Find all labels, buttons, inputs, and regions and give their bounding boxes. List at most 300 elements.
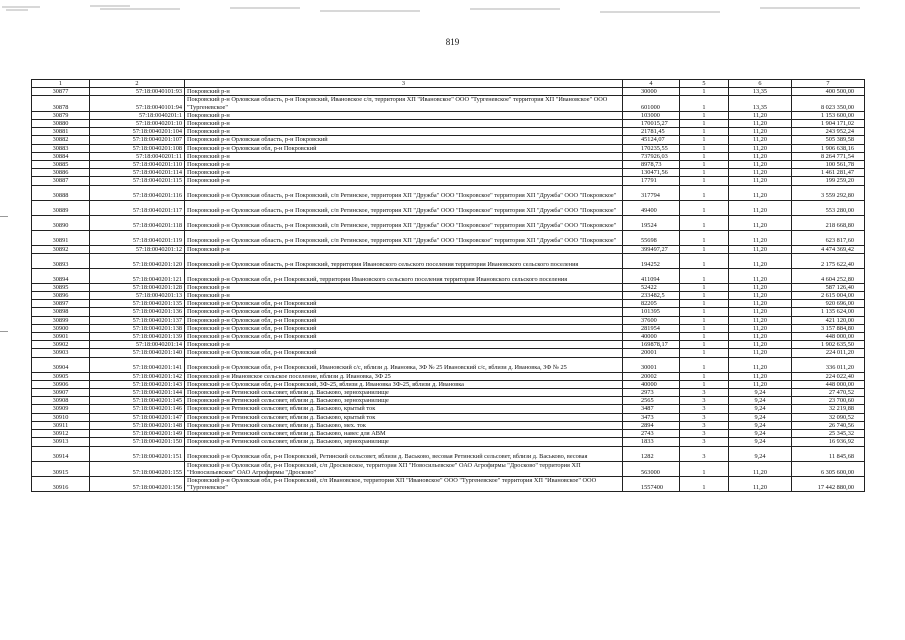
address-cell: Покровский р-н Орловская область, р-н Покровский, с/п Ретинское, территория ХП "Дружба" ООО "Покровское" территория ХП "Дружба" ООО "Покровское" <box>185 200 623 215</box>
cadastral-number-cell: 57:18:0040201:138 <box>90 324 185 332</box>
row-number-cell: 30907 <box>32 389 90 397</box>
cadastral-value-cell: 1 135 624,00 <box>792 308 865 316</box>
rate-cell: 11,20 <box>729 253 792 268</box>
area-cell: 30001 <box>623 357 680 372</box>
row-number-cell: 30881 <box>32 128 90 136</box>
row-number-cell: 30878 <box>32 96 90 111</box>
cadastral-value-cell: 4 604 252,80 <box>792 268 865 283</box>
page-number: 819 <box>445 37 460 47</box>
rate-cell: 13,35 <box>729 96 792 111</box>
address-cell: Покровский р-н Ретинский сельсовет, вблизи д. Васьково, зернохранилище <box>185 397 623 405</box>
table-row <box>32 185 865 200</box>
cadastral-value-cell: 26 740,56 <box>792 421 865 429</box>
rate-cell: 11,20 <box>729 177 792 185</box>
row-number-cell: 30901 <box>32 333 90 341</box>
category-cell: 1 <box>680 357 729 372</box>
row-number-cell: 30889 <box>32 200 90 215</box>
cadastral-value-cell: 243 952,24 <box>792 128 865 136</box>
cadastral-value-cell: 448 000,00 <box>792 333 865 341</box>
address-cell: Покровский р-н Ивановское сельское поселение, вблизи д. Ивановка, ЗФ 25 <box>185 372 623 380</box>
cadastral-value-cell: 505 389,58 <box>792 136 865 144</box>
table-row <box>32 161 865 169</box>
category-cell: 3 <box>680 438 729 446</box>
category-cell: 1 <box>680 200 729 215</box>
address-cell: Покровский р-н Орловская обл, р-н Покровский <box>185 333 623 341</box>
area-cell: 2973 <box>623 389 680 397</box>
row-number-cell: 30916 <box>32 476 90 491</box>
category-cell: 1 <box>680 96 729 111</box>
area-cell: 49400 <box>623 200 680 215</box>
category-cell: 1 <box>680 177 729 185</box>
cadastral-number-cell: 57:18:0040101:93 <box>90 88 185 96</box>
rate-cell: 11,20 <box>729 357 792 372</box>
cadastral-value-cell: 100 561,78 <box>792 161 865 169</box>
category-cell: 1 <box>680 245 729 253</box>
category-cell: 3 <box>680 397 729 405</box>
rate-cell: 9,24 <box>729 413 792 421</box>
address-cell: Покровский р-н Орловская обл, р-н Покровский, ЗФ-25, вблизи д. Ивановка ЗФ-25, вблизи д. Ивановка <box>185 380 623 388</box>
address-cell: Покровский р-н Орловская обл, р-н Покровский, с/п Дросковское, территория ХП "Новосильевское" ОАО Агрофирмы "Дросково" территория ХП "Новосильевское" ОАО Агрофирмы "Дросково" <box>185 461 623 476</box>
table-row <box>32 144 865 152</box>
row-number-cell: 30903 <box>32 349 90 357</box>
address-cell: Покровский р-н <box>185 341 623 349</box>
address-cell: Покровский р-н Ретинский сельсовет, вблизи д. Васьково, крытый ток <box>185 413 623 421</box>
row-number-cell: 30909 <box>32 405 90 413</box>
category-cell: 3 <box>680 430 729 438</box>
table-row <box>32 357 865 372</box>
cadastral-value-cell: 421 120,00 <box>792 316 865 324</box>
rate-cell: 11,20 <box>729 136 792 144</box>
address-cell: Покровский р-н <box>185 111 623 119</box>
table-row <box>32 372 865 380</box>
category-cell: 1 <box>680 283 729 291</box>
area-cell: 3487 <box>623 405 680 413</box>
category-cell: 1 <box>680 324 729 332</box>
area-cell: 37600 <box>623 316 680 324</box>
rate-cell: 11,20 <box>729 461 792 476</box>
rate-cell: 11,20 <box>729 268 792 283</box>
table-row <box>32 405 865 413</box>
rate-cell: 9,24 <box>729 438 792 446</box>
category-cell: 1 <box>680 88 729 96</box>
category-cell: 3 <box>680 405 729 413</box>
row-number-cell: 30902 <box>32 341 90 349</box>
cadastral-value-cell: 27 470,52 <box>792 389 865 397</box>
address-cell: Покровский р-н <box>185 245 623 253</box>
table-row <box>32 413 865 421</box>
table-row <box>32 200 865 215</box>
category-cell: 1 <box>680 300 729 308</box>
rate-cell: 11,20 <box>729 324 792 332</box>
row-number-cell: 30885 <box>32 161 90 169</box>
rate-cell: 9,24 <box>729 430 792 438</box>
table-row <box>32 397 865 405</box>
rate-cell: 11,20 <box>729 380 792 388</box>
address-cell: Покровский р-н Орловская обл, р-н Покровский <box>185 300 623 308</box>
cadastral-value-cell: 336 011,20 <box>792 357 865 372</box>
cadastral-number-cell: 57:18:0040201:14 <box>90 341 185 349</box>
row-number-cell: 30892 <box>32 245 90 253</box>
address-cell: Покровский р-н Орловская область, р-н Покровский, территория Ивановского сельского поселения территория Ивановского сельского поселения <box>185 253 623 268</box>
address-cell: Покровский р-н <box>185 177 623 185</box>
address-cell: Покровский р-н Орловская обл, р-н Покровский, Ивановский с/с, вблизи д. Ивановка, ЗФ № 25 Ивановский с/с, вблизи д. Ивановка, ЗФ № 25 <box>185 357 623 372</box>
table-row <box>32 111 865 119</box>
cadastral-value-cell: 17 442 880,00 <box>792 476 865 491</box>
table-row <box>32 389 865 397</box>
area-cell: 601000 <box>623 96 680 111</box>
rate-cell: 11,20 <box>729 476 792 491</box>
rate-cell: 11,20 <box>729 120 792 128</box>
category-cell: 1 <box>680 349 729 357</box>
table-row <box>32 96 865 111</box>
table-row <box>32 333 865 341</box>
table-row <box>32 316 865 324</box>
row-number-cell: 30914 <box>32 446 90 461</box>
category-cell: 1 <box>680 461 729 476</box>
address-cell: Покровский р-н Орловская область, р-н Покровский, с/п Ретинское, территория ХП "Дружба" ООО "Покровское" территория ХП "Дружба" ООО "Покровское" <box>185 185 623 200</box>
cadastral-number-cell: 57:18:0040201:114 <box>90 169 185 177</box>
address-cell: Покровский р-н Орловская обл, р-н Покровский <box>185 316 623 324</box>
row-number-cell: 30891 <box>32 230 90 245</box>
cadastral-value-cell: 199 259,20 <box>792 177 865 185</box>
row-number-cell: 30890 <box>32 215 90 230</box>
header-cell: 2 <box>90 80 185 88</box>
table-header-row <box>32 80 865 88</box>
cadastral-value-cell: 3 157 884,80 <box>792 324 865 332</box>
category-cell: 1 <box>680 152 729 160</box>
row-number-cell: 30904 <box>32 357 90 372</box>
category-cell: 1 <box>680 372 729 380</box>
category-cell: 1 <box>680 161 729 169</box>
area-cell: 17791 <box>623 177 680 185</box>
cadastral-number-cell: 57:18:0040201:141 <box>90 357 185 372</box>
area-cell: 52422 <box>623 283 680 291</box>
area-cell: 2565 <box>623 397 680 405</box>
row-number-cell: 30906 <box>32 380 90 388</box>
table-row <box>32 421 865 429</box>
cadastral-value-cell: 218 668,80 <box>792 215 865 230</box>
address-cell: Покровский р-н Орловская область, р-н Покровский, Ивановское с/п, территория ХП "Ивановское" ООО "Тургеневское" территория ХП "Ивановское" ООО "Тургеневское" <box>185 96 623 111</box>
address-cell: Покровский р-н Орловская область, р-н Покровский, с/п Ретинское, территория ХП "Дружба" ООО "Покровское" территория ХП "Дружба" ООО "Покровское" <box>185 215 623 230</box>
category-cell: 1 <box>680 476 729 491</box>
area-cell: 101395 <box>623 308 680 316</box>
cadastral-number-cell: 57:18:0040201:107 <box>90 136 185 144</box>
rate-cell: 11,20 <box>729 308 792 316</box>
land-registry-table <box>31 79 865 492</box>
category-cell: 1 <box>680 185 729 200</box>
address-cell: Покровский р-н Ретинский сельсовет, вблизи д. Васьково, зернохранилище <box>185 438 623 446</box>
category-cell: 1 <box>680 341 729 349</box>
address-cell: Покровский р-н Орловская обл, р-н Покровский <box>185 324 623 332</box>
address-cell: Покровский р-н Ретинский сельсовет, вблизи д. Васьково, навес для АВМ <box>185 430 623 438</box>
cadastral-value-cell: 16 936,92 <box>792 438 865 446</box>
table-row <box>32 245 865 253</box>
cadastral-number-cell: 57:18:0040201:137 <box>90 316 185 324</box>
rate-cell: 11,20 <box>729 144 792 152</box>
category-cell: 1 <box>680 111 729 119</box>
cadastral-number-cell: 57:18:0040101:94 <box>90 96 185 111</box>
table-row <box>32 169 865 177</box>
area-cell: 170235,55 <box>623 144 680 152</box>
cadastral-number-cell: 57:18:0040201:149 <box>90 430 185 438</box>
rate-cell: 11,20 <box>729 333 792 341</box>
row-number-cell: 30905 <box>32 372 90 380</box>
rate-cell: 11,20 <box>729 215 792 230</box>
row-number-cell: 30912 <box>32 430 90 438</box>
table-row <box>32 120 865 128</box>
cadastral-number-cell: 57:18:0040201:13 <box>90 292 185 300</box>
rate-cell: 9,24 <box>729 405 792 413</box>
cadastral-value-cell: 1 904 171,02 <box>792 120 865 128</box>
cadastral-value-cell: 25 345,32 <box>792 430 865 438</box>
row-number-cell: 30915 <box>32 461 90 476</box>
area-cell: 233482,5 <box>623 292 680 300</box>
row-number-cell: 30894 <box>32 268 90 283</box>
row-number-cell: 30910 <box>32 413 90 421</box>
margin-mark <box>0 331 8 332</box>
area-cell: 1557400 <box>623 476 680 491</box>
rate-cell: 9,24 <box>729 397 792 405</box>
table-body <box>32 80 865 492</box>
category-cell: 1 <box>680 253 729 268</box>
area-cell: 170015,27 <box>623 120 680 128</box>
table-row <box>32 300 865 308</box>
address-cell: Покровский р-н Орловская обл, р-н Покровский, с/п Ивановское, территория ХП "Ивановское" ООО "Тургеневское" территория ХП "Ивановское" ООО "Тургеневское" <box>185 476 623 491</box>
address-cell: Покровский р-н Орловская обл, р-н Покровский, Ретинский сельсовет, вблизи д. Васьково, весовая Ретинский сельсовет, вблизи д. Васьково, весовая <box>185 446 623 461</box>
table-row <box>32 88 865 96</box>
header-cell: 7 <box>792 80 865 88</box>
cadastral-value-cell: 11 845,68 <box>792 446 865 461</box>
area-cell: 30000 <box>623 88 680 96</box>
cadastral-value-cell: 448 000,00 <box>792 380 865 388</box>
row-number-cell: 30877 <box>32 88 90 96</box>
cadastral-number-cell: 57:18:0040201:115 <box>90 177 185 185</box>
row-number-cell: 30899 <box>32 316 90 324</box>
cadastral-number-cell: 57:18:0040201:108 <box>90 144 185 152</box>
cadastral-number-cell: 57:18:0040201:118 <box>90 215 185 230</box>
category-cell: 1 <box>680 292 729 300</box>
cadastral-number-cell: 57:18:0040201:104 <box>90 128 185 136</box>
rate-cell: 9,24 <box>729 389 792 397</box>
rate-cell: 11,20 <box>729 349 792 357</box>
area-cell: 103000 <box>623 111 680 119</box>
rate-cell: 11,20 <box>729 169 792 177</box>
area-cell: 19524 <box>623 215 680 230</box>
category-cell: 3 <box>680 421 729 429</box>
category-cell: 1 <box>680 169 729 177</box>
row-number-cell: 30888 <box>32 185 90 200</box>
cadastral-value-cell: 224 022,40 <box>792 372 865 380</box>
rate-cell: 11,20 <box>729 128 792 136</box>
row-number-cell: 30908 <box>32 397 90 405</box>
table-row <box>32 430 865 438</box>
address-cell: Покровский р-н <box>185 161 623 169</box>
table-row <box>32 152 865 160</box>
cadastral-number-cell: 57:18:0040201:151 <box>90 446 185 461</box>
header-cell: 5 <box>680 80 729 88</box>
address-cell: Покровский р-н <box>185 88 623 96</box>
rate-cell: 9,24 <box>729 421 792 429</box>
row-number-cell: 30882 <box>32 136 90 144</box>
rate-cell: 11,20 <box>729 245 792 253</box>
cadastral-value-cell: 6 305 600,00 <box>792 461 865 476</box>
table-row <box>32 324 865 332</box>
table-row <box>32 215 865 230</box>
cadastral-value-cell: 23 700,60 <box>792 397 865 405</box>
area-cell: 1282 <box>623 446 680 461</box>
cadastral-number-cell: 57:18:0040201:117 <box>90 200 185 215</box>
area-cell: 2743 <box>623 430 680 438</box>
area-cell: 3473 <box>623 413 680 421</box>
cadastral-number-cell: 57:18:0040201:11 <box>90 152 185 160</box>
area-cell: 82205 <box>623 300 680 308</box>
row-number-cell: 30897 <box>32 300 90 308</box>
rate-cell: 9,24 <box>729 446 792 461</box>
category-cell: 1 <box>680 215 729 230</box>
cadastral-value-cell: 8 264 771,54 <box>792 152 865 160</box>
cadastral-value-cell: 8 023 350,00 <box>792 96 865 111</box>
cadastral-value-cell: 920 696,00 <box>792 300 865 308</box>
cadastral-number-cell: 57:18:0040201:155 <box>90 461 185 476</box>
address-cell: Покровский р-н Ретинский сельсовет, вблизи д. Васьково, мех. ток <box>185 421 623 429</box>
area-cell: 169878,17 <box>623 341 680 349</box>
area-cell: 194252 <box>623 253 680 268</box>
address-cell: Покровский р-н <box>185 128 623 136</box>
category-cell: 3 <box>680 389 729 397</box>
cadastral-number-cell: 57:18:0040201:120 <box>90 253 185 268</box>
cadastral-number-cell: 57:18:0040201:145 <box>90 397 185 405</box>
row-number-cell: 30879 <box>32 111 90 119</box>
address-cell: Покровский р-н Орловская область, р-н Покровский <box>185 136 623 144</box>
table-row <box>32 341 865 349</box>
cadastral-value-cell: 623 817,60 <box>792 230 865 245</box>
address-cell: Покровский р-н Орловская обл, р-н Покровский <box>185 308 623 316</box>
cadastral-number-cell: 57:18:0040201:146 <box>90 405 185 413</box>
rate-cell: 11,20 <box>729 200 792 215</box>
cadastral-value-cell: 4 474 369,42 <box>792 245 865 253</box>
header-cell: 3 <box>185 80 623 88</box>
cadastral-number-cell: 57:18:0040201:156 <box>90 476 185 491</box>
category-cell: 1 <box>680 230 729 245</box>
address-cell: Покровский р-н Орловская обл, р-н Покровский <box>185 144 623 152</box>
category-cell: 1 <box>680 120 729 128</box>
table-row <box>32 308 865 316</box>
rate-cell: 11,20 <box>729 316 792 324</box>
row-number-cell: 30884 <box>32 152 90 160</box>
cadastral-number-cell: 57:18:0040201:110 <box>90 161 185 169</box>
area-cell: 317794 <box>623 185 680 200</box>
header-cell: 4 <box>623 80 680 88</box>
row-number-cell: 30911 <box>32 421 90 429</box>
area-cell: 40000 <box>623 333 680 341</box>
cadastral-number-cell: 57:18:0040201:128 <box>90 283 185 291</box>
header-cell: 1 <box>32 80 90 88</box>
cadastral-value-cell: 1 906 638,16 <box>792 144 865 152</box>
row-number-cell: 30880 <box>32 120 90 128</box>
cadastral-number-cell: 57:18:0040201:140 <box>90 349 185 357</box>
cadastral-value-cell: 1 461 281,47 <box>792 169 865 177</box>
address-cell: Покровский р-н Орловская область, р-н Покровский, с/п Ретинское, территория ХП "Дружба" ООО "Покровское" территория ХП "Дружба" ООО "Покровское" <box>185 230 623 245</box>
cadastral-value-cell: 587 126,40 <box>792 283 865 291</box>
row-number-cell: 30883 <box>32 144 90 152</box>
table-row <box>32 349 865 357</box>
scan-artifact-strip <box>0 3 905 17</box>
category-cell: 1 <box>680 380 729 388</box>
table-row <box>32 268 865 283</box>
row-number-cell: 30913 <box>32 438 90 446</box>
category-cell: 1 <box>680 308 729 316</box>
area-cell: 55698 <box>623 230 680 245</box>
table-row <box>32 461 865 476</box>
area-cell: 563000 <box>623 461 680 476</box>
category-cell: 1 <box>680 144 729 152</box>
category-cell: 1 <box>680 316 729 324</box>
category-cell: 1 <box>680 128 729 136</box>
cadastral-number-cell: 57:18:0040201:136 <box>90 308 185 316</box>
address-cell: Покровский р-н <box>185 283 623 291</box>
area-cell: 40000 <box>623 380 680 388</box>
category-cell: 1 <box>680 268 729 283</box>
address-cell: Покровский р-н Орловская обл, р-н Покровский, территория Ивановского сельского поселения территория Ивановского сельского поселения <box>185 268 623 283</box>
cadastral-number-cell: 57:18:0040201:142 <box>90 372 185 380</box>
rate-cell: 11,20 <box>729 185 792 200</box>
rate-cell: 11,20 <box>729 111 792 119</box>
rate-cell: 11,20 <box>729 372 792 380</box>
cadastral-number-cell: 57:18:0040201:116 <box>90 185 185 200</box>
table-row <box>32 476 865 491</box>
category-cell: 1 <box>680 333 729 341</box>
cadastral-value-cell: 400 500,00 <box>792 88 865 96</box>
area-cell: 399497,27 <box>623 245 680 253</box>
margin-mark <box>0 216 8 217</box>
cadastral-number-cell: 57:18:0040201:147 <box>90 413 185 421</box>
category-cell: 1 <box>680 136 729 144</box>
address-cell: Покровский р-н Ретинский сельсовет, вблизи д. Васьково, крытый ток <box>185 405 623 413</box>
area-cell: 8978,73 <box>623 161 680 169</box>
address-cell: Покровский р-н <box>185 152 623 160</box>
table-row <box>32 136 865 144</box>
cadastral-number-cell: 57:18:0040201:139 <box>90 333 185 341</box>
table-row <box>32 177 865 185</box>
rate-cell: 11,20 <box>729 341 792 349</box>
row-number-cell: 30895 <box>32 283 90 291</box>
cadastral-number-cell: 57:18:0040201:150 <box>90 438 185 446</box>
cadastral-value-cell: 2 615 004,00 <box>792 292 865 300</box>
address-cell: Покровский р-н <box>185 120 623 128</box>
cadastral-number-cell: 57:18:0040201:148 <box>90 421 185 429</box>
table-row <box>32 253 865 268</box>
area-cell: 281954 <box>623 324 680 332</box>
row-number-cell: 30898 <box>32 308 90 316</box>
area-cell: 737926,03 <box>623 152 680 160</box>
table-row <box>32 380 865 388</box>
table-row <box>32 128 865 136</box>
table-row <box>32 438 865 446</box>
cadastral-number-cell: 57:18:0040201:119 <box>90 230 185 245</box>
area-cell: 45124,07 <box>623 136 680 144</box>
cadastral-number-cell: 57:18:0040201:135 <box>90 300 185 308</box>
cadastral-value-cell: 1 153 600,00 <box>792 111 865 119</box>
cadastral-value-cell: 2 175 622,40 <box>792 253 865 268</box>
rate-cell: 13,35 <box>729 88 792 96</box>
cadastral-value-cell: 3 559 292,80 <box>792 185 865 200</box>
cadastral-number-cell: 57:18:0040201:10 <box>90 120 185 128</box>
category-cell: 3 <box>680 413 729 421</box>
cadastral-value-cell: 32 219,88 <box>792 405 865 413</box>
rate-cell: 11,20 <box>729 292 792 300</box>
cadastral-number-cell: 57:18:0040201:121 <box>90 268 185 283</box>
cadastral-number-cell: 57:18:0040201:143 <box>90 380 185 388</box>
